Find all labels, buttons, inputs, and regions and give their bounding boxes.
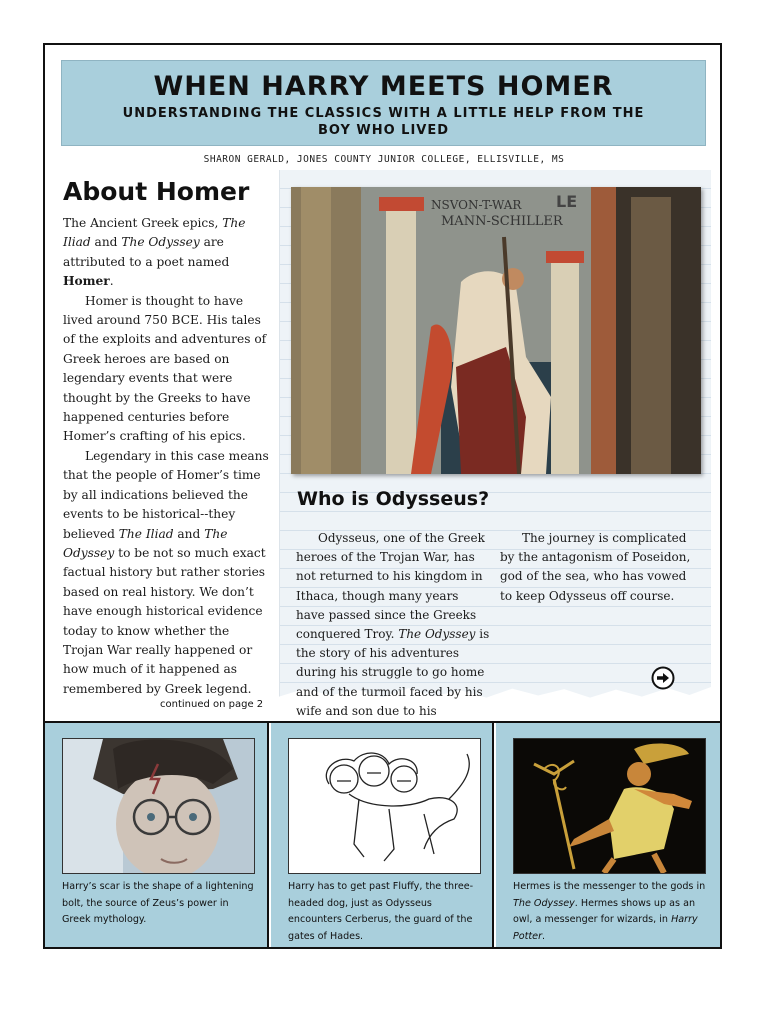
about-paragraph-3 (63, 447, 273, 699)
odysseus-text-column-2 (500, 529, 695, 606)
odysseus-text-column-1 (296, 529, 490, 740)
byline: SHARON GERALD, JONES COUNTY JUNIOR COLLEGE, ELLISVILLE, MS (203, 154, 565, 165)
odyssey-title: The Odyssey (398, 627, 476, 642)
text-span: are attributed to a poet named (63, 235, 230, 269)
text-span: and (173, 526, 205, 541)
odysseus-heading: Who is Odysseus? (297, 488, 490, 510)
iliad-title: The Iliad (63, 216, 246, 250)
about-paragraph-1 (63, 214, 273, 292)
about-homer-column (63, 176, 273, 699)
card-2-caption: Harry has to get past Fluffy, the three-headed dog, just as Odysseus encounters Cerberus, the guard of the gates of Hades. (288, 881, 474, 942)
odysseus-paragraph-1 (296, 529, 490, 740)
text-span: The Ancient Greek epics, (63, 216, 223, 230)
cerberus-illustration (289, 739, 480, 873)
iliad-title: The Iliad (118, 526, 174, 541)
cover-text: NSVON-T-WAR (431, 198, 522, 212)
text-span: Odysseus, one of the Greek heroes of the Trojan War, has not returned to his kingdom in Ithaca, though many years have passed since the Greeks conquered Troy. (296, 531, 485, 642)
odysseus-paragraph-2: The journey is complicated by the antagonism of Poseidon, god of the sea, who has vowed to keep Odysseus off course. (500, 531, 691, 603)
odyssey-title: The Odyssey (63, 526, 228, 560)
card-1-caption: Harry’s scar is the shape of a lightening bolt, the source of Zeus’s power in Greek mythology. (62, 881, 254, 925)
title-banner (61, 60, 706, 146)
cover-text: MANN-SCHILLER (441, 214, 563, 229)
homer-name: Homer (63, 274, 110, 289)
text-span: Legendary in this case means that the people of Homer’s time by all indications believed the events to be historical--they believed (63, 448, 269, 541)
harry-potter-title: Harry Potter (513, 914, 698, 942)
card-harry-scar (45, 723, 269, 947)
continued-link[interactable]: continued on page 2 (160, 699, 264, 710)
text-span: Hermes is the messenger to the gods in (513, 881, 706, 892)
text-span: and (90, 235, 122, 250)
hermes-illustration (514, 739, 705, 873)
text-span: . (109, 274, 114, 289)
about-paragraph-2: Homer is thought to have lived around 750 BCE. His tales of the exploits and adventures of Greek heroes are based on legendary events that were thought by the Greeks to have happened centuries before Homer’s crafting of his epics. (63, 293, 267, 444)
card-3-caption (513, 879, 711, 945)
about-homer-heading: About Homer (63, 177, 250, 206)
harry-potter-image (62, 738, 255, 874)
cover-text: LE (556, 192, 578, 211)
book-cover-illustration (291, 187, 701, 474)
about-homer-text (63, 214, 273, 699)
arrow-right-circle-icon[interactable] (651, 666, 675, 690)
odyssey-title: The Odyssey (513, 897, 575, 909)
cerberus-image (288, 738, 481, 874)
hermes-image (513, 738, 706, 874)
text-span: . Hermes shows up as an owl, a messenger for wizards, in (513, 897, 696, 925)
text-span: is the story of his adventures during his struggle to go home and of the turmoil faced by his wife and son due to his (296, 627, 490, 718)
page-subtitle: UNDERSTANDING THE CLASSICS WITH A LITTLE HELP FROM THE BOY WHO LIVED (122, 106, 645, 138)
text-span: to be not so much exact factual history but rather stories based on real history. We don’t have enough historical evidence today to know whether the Trojan War really happened or how much of it happened as remembered by Greek legend. (63, 545, 266, 696)
page-title: WHEN HARRY MEETS HOMER (153, 71, 614, 102)
text-span: . (542, 930, 546, 942)
book-cover-photo (291, 187, 701, 474)
card-fluffy-cerberus (271, 723, 494, 947)
odyssey-title: The Odyssey (121, 235, 200, 250)
card-hermes (496, 723, 720, 947)
harry-portrait-illustration (63, 739, 254, 873)
